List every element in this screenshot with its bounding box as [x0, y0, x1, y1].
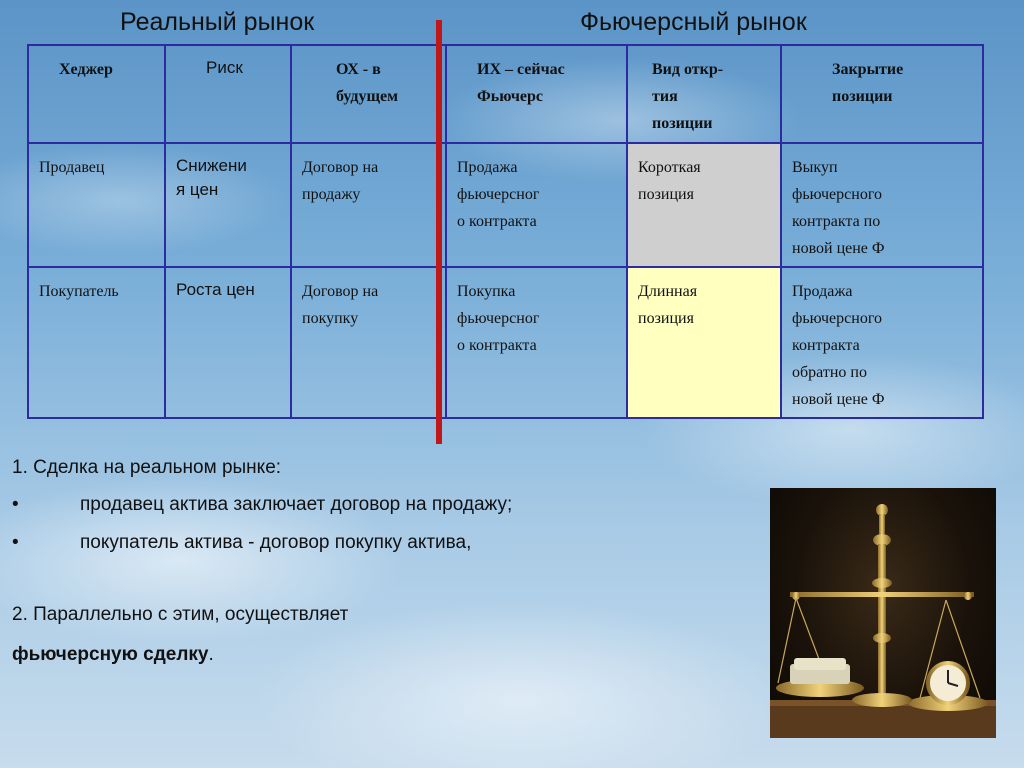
header-hedger: Хеджер: [28, 45, 165, 143]
cell-hedger: Покупатель: [28, 267, 165, 418]
scales-image: [770, 488, 996, 738]
bullet-icon: •: [12, 494, 19, 515]
cell-open-type-short: Короткая позиция: [627, 143, 781, 267]
real-market-title: Реальный рынок: [120, 8, 315, 36]
bullet-item-1: продавец актива заключает договор на продажу;: [80, 494, 513, 515]
table-row: [28, 143, 983, 267]
cell-ox: Договор на покупку: [291, 267, 446, 418]
text-line-2: 2. Параллельно с этим, осуществляет: [12, 604, 349, 625]
hedging-table: [27, 44, 984, 419]
header-ix: ИХ – сейчас Фьючерс: [446, 45, 627, 143]
cell-hedger: Продавец: [28, 143, 165, 267]
futures-market-title: Фьючерсный рынок: [580, 8, 807, 36]
scales-icon: [770, 488, 996, 738]
cell-close: Выкуп фьючерсного контракта по новой цене Ф: [781, 143, 983, 267]
cell-ix: Покупка фьючерсног о контракта: [446, 267, 627, 418]
table-header-row: [28, 45, 983, 143]
market-divider: [436, 20, 442, 444]
bullet-icon: •: [12, 532, 19, 553]
cell-risk: Роста цен: [165, 267, 291, 418]
text-line-3: [12, 644, 214, 666]
table-row: [28, 267, 983, 418]
text-line-3-end: .: [208, 644, 214, 665]
header-risk: Риск: [165, 45, 291, 143]
cell-risk: Снижени я цен: [165, 143, 291, 267]
cell-ox: Договор на продажу: [291, 143, 446, 267]
header-open-type: Вид откр- тия позиции: [627, 45, 781, 143]
cell-open-type-long: Длинная позиция: [627, 267, 781, 418]
cell-ix: Продажа фьючерсног о контракта: [446, 143, 627, 267]
header-close: Закрытие позиции: [781, 45, 983, 143]
header-ox: ОХ - в будущем: [291, 45, 446, 143]
futures-deal-bold: фьючерсную сделку: [12, 644, 209, 665]
cell-close: Продажа фьючерсного контракта обратно по новой цене Ф: [781, 267, 983, 418]
text-line-1: 1. Сделка на реальном рынке:: [12, 457, 282, 478]
bullet-item-2: покупатель актива - договор покупку актива,: [80, 532, 472, 553]
